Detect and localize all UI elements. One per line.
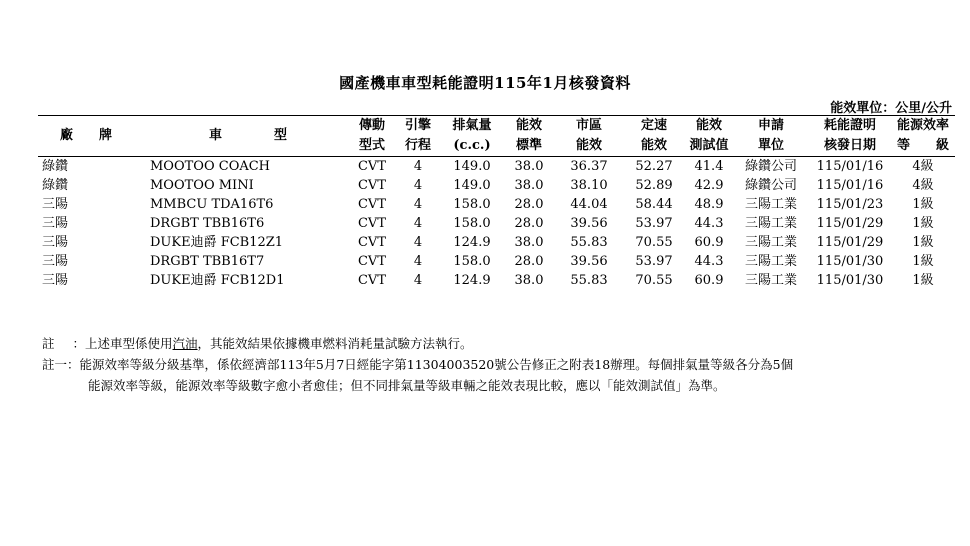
table-cell-test: 60.9 <box>694 273 724 288</box>
note-1-label: 註一 <box>42 357 68 372</box>
table-cell-brand: 綠鑽 <box>42 178 69 193</box>
note-1-text: ：能源效率等級分級基準，係依經濟部113年5月7日經能字第11304003520號公告修正之附表18辦理。每個排氣量等級各分為5個 <box>67 357 794 372</box>
header-brand: 廠 牌 <box>60 128 113 143</box>
table-cell-grade: 1級 <box>912 273 934 288</box>
table-cell-disp: 124.9 <box>453 235 491 250</box>
table-cell-stroke: 4 <box>413 254 423 269</box>
table-cell-trans: CVT <box>357 178 386 193</box>
table-cell-trans: CVT <box>357 159 386 174</box>
table-cell-brand: 三陽 <box>42 235 69 250</box>
table-cell-trans: CVT <box>357 235 386 250</box>
table-cell-model: DUKE迪爵 FCB12Z1 <box>150 235 284 250</box>
header-date-line-1: 耗能證明 <box>823 118 876 133</box>
header-const-line-2: 能效 <box>640 138 667 153</box>
table-cell-model: DRGBT TBB16T7 <box>150 254 265 269</box>
table-cell-city: 39.56 <box>570 254 608 269</box>
header-const-line-1: 定速 <box>640 118 667 133</box>
table-cell-brand: 三陽 <box>42 216 69 231</box>
table-cell-grade: 1級 <box>912 197 934 212</box>
table-cell-const: 70.55 <box>635 273 673 288</box>
table-cell-applicant: 三陽工業 <box>744 235 797 250</box>
table-cell-applicant: 三陽工業 <box>744 197 797 212</box>
table-cell-std: 28.0 <box>514 254 544 269</box>
table-cell-trans: CVT <box>357 197 386 212</box>
note-0-post: ，其能效結果依據機車燃料消耗量試驗方法執行。 <box>197 336 473 351</box>
table-cell-city: 44.04 <box>570 197 608 212</box>
table-cell-date: 115/01/30 <box>816 273 884 288</box>
table-cell-brand: 綠鑽 <box>42 159 69 174</box>
table-cell-test: 44.3 <box>694 216 724 231</box>
table-cell-const: 58.44 <box>635 197 673 212</box>
table-cell-trans: CVT <box>357 273 386 288</box>
table-cell-test: 44.3 <box>694 254 724 269</box>
header-std-line-2: 標準 <box>515 138 542 153</box>
table-cell-const: 70.55 <box>635 235 673 250</box>
header-city-line-2: 能效 <box>575 138 602 153</box>
table-cell-applicant: 三陽工業 <box>744 216 797 231</box>
table-cell-const: 52.27 <box>635 159 673 174</box>
table-cell-trans: CVT <box>357 216 386 231</box>
table-cell-applicant: 三陽工業 <box>744 254 797 269</box>
table-cell-model: MOOTOO COACH <box>150 159 271 174</box>
header-test-line-2: 測試值 <box>689 138 729 153</box>
table-cell-city: 55.83 <box>570 273 608 288</box>
header-trans-line-2: 型式 <box>358 138 385 153</box>
header-applicant-line-1: 申請 <box>757 118 784 133</box>
table-cell-stroke: 4 <box>413 159 423 174</box>
table-cell-disp: 158.0 <box>453 254 491 269</box>
table-cell-grade: 4級 <box>912 159 934 174</box>
header-disp-line-2: (c.c.) <box>453 138 491 153</box>
table-cell-city: 36.37 <box>570 159 608 174</box>
table-cell-test: 42.9 <box>694 178 724 193</box>
table-cell-applicant: 三陽工業 <box>744 273 797 288</box>
table-cell-std: 38.0 <box>514 235 544 250</box>
table-cell-disp: 158.0 <box>453 216 491 231</box>
table-cell-test: 48.9 <box>694 197 724 212</box>
table-cell-std: 28.0 <box>514 216 544 231</box>
table-cell-grade: 4級 <box>912 178 934 193</box>
table-cell-std: 38.0 <box>514 273 544 288</box>
header-stroke-line-1: 引擎 <box>404 118 431 133</box>
table-cell-model: DRGBT TBB16T6 <box>150 216 265 231</box>
note-1-line-1 <box>42 354 793 375</box>
table-cell-stroke: 4 <box>413 178 423 193</box>
header-test-line-1: 能效 <box>695 118 722 133</box>
header-disp-line-1: 排氣量 <box>452 118 492 133</box>
table-cell-brand: 三陽 <box>42 273 69 288</box>
table-cell-const: 53.97 <box>635 254 673 269</box>
note-0-label: 註 <box>42 336 55 351</box>
table-cell-city: 55.83 <box>570 235 608 250</box>
header-city-line-1: 市區 <box>575 118 602 133</box>
table-cell-test: 60.9 <box>694 235 724 250</box>
table-cell-grade: 1級 <box>912 254 934 269</box>
table-cell-grade: 1級 <box>912 216 934 231</box>
note-1-line-2: 能源效率等級，能源效率等級數字愈小者愈佳；但不同排氣量等級車輛之能效表現比較，應以「能效測試值」為準。 <box>88 378 726 393</box>
table-cell-stroke: 4 <box>413 197 423 212</box>
header-grade-line-1: 能源效率 <box>896 118 949 133</box>
table-cell-city: 38.10 <box>570 178 608 193</box>
header-applicant-line-2: 單位 <box>757 138 784 153</box>
table-cell-disp: 124.9 <box>453 273 491 288</box>
table-cell-brand: 三陽 <box>42 197 69 212</box>
table-cell-model: MMBCU TDA16T6 <box>150 197 274 212</box>
table-cell-stroke: 4 <box>413 273 423 288</box>
table-cell-date: 115/01/29 <box>816 235 884 250</box>
table-cell-brand: 三陽 <box>42 254 69 269</box>
table-cell-applicant: 綠鑽公司 <box>744 178 797 193</box>
header-std-line-1: 能效 <box>515 118 542 133</box>
table-cell-stroke: 4 <box>413 216 423 231</box>
table-cell-const: 52.89 <box>635 178 673 193</box>
table-cell-std: 28.0 <box>514 197 544 212</box>
unit-label: 能效單位：公里/公升 <box>830 101 952 116</box>
table-cell-stroke: 4 <box>413 235 423 250</box>
table-cell-test: 41.4 <box>694 159 724 174</box>
header-stroke-line-2: 行程 <box>404 138 431 153</box>
table-cell-disp: 158.0 <box>453 197 491 212</box>
table-cell-disp: 149.0 <box>453 159 491 174</box>
table-cell-grade: 1級 <box>912 235 934 250</box>
table-cell-date: 115/01/30 <box>816 254 884 269</box>
table-cell-disp: 149.0 <box>453 178 491 193</box>
table-cell-date: 115/01/23 <box>816 197 884 212</box>
table-cell-date: 115/01/16 <box>816 159 884 174</box>
table-cell-date: 115/01/29 <box>816 216 884 231</box>
table-cell-model: DUKE迪爵 FCB12D1 <box>150 273 285 288</box>
table-cell-applicant: 綠鑽公司 <box>744 159 797 174</box>
table-cell-model: MOOTOO MINI <box>150 178 254 193</box>
header-date-line-2: 核發日期 <box>823 138 876 153</box>
table-cell-const: 53.97 <box>635 216 673 231</box>
header-grade-line-2: 等 級 <box>896 138 949 153</box>
header-model: 車 型 <box>208 128 287 143</box>
table-cell-date: 115/01/16 <box>816 178 884 193</box>
table-cell-std: 38.0 <box>514 178 544 193</box>
note-0-underlined: 汽油 <box>172 336 198 351</box>
table-cell-trans: CVT <box>357 254 386 269</box>
note-0-pre: ：上述車型係使用 <box>72 336 173 351</box>
table-cell-city: 39.56 <box>570 216 608 231</box>
table-cell-std: 38.0 <box>514 159 544 174</box>
header-trans-line-1: 傳動 <box>358 118 385 133</box>
page-title: 國產機車車型耗能證明115年1月核發資料 <box>339 74 631 92</box>
note-0 <box>42 333 473 354</box>
